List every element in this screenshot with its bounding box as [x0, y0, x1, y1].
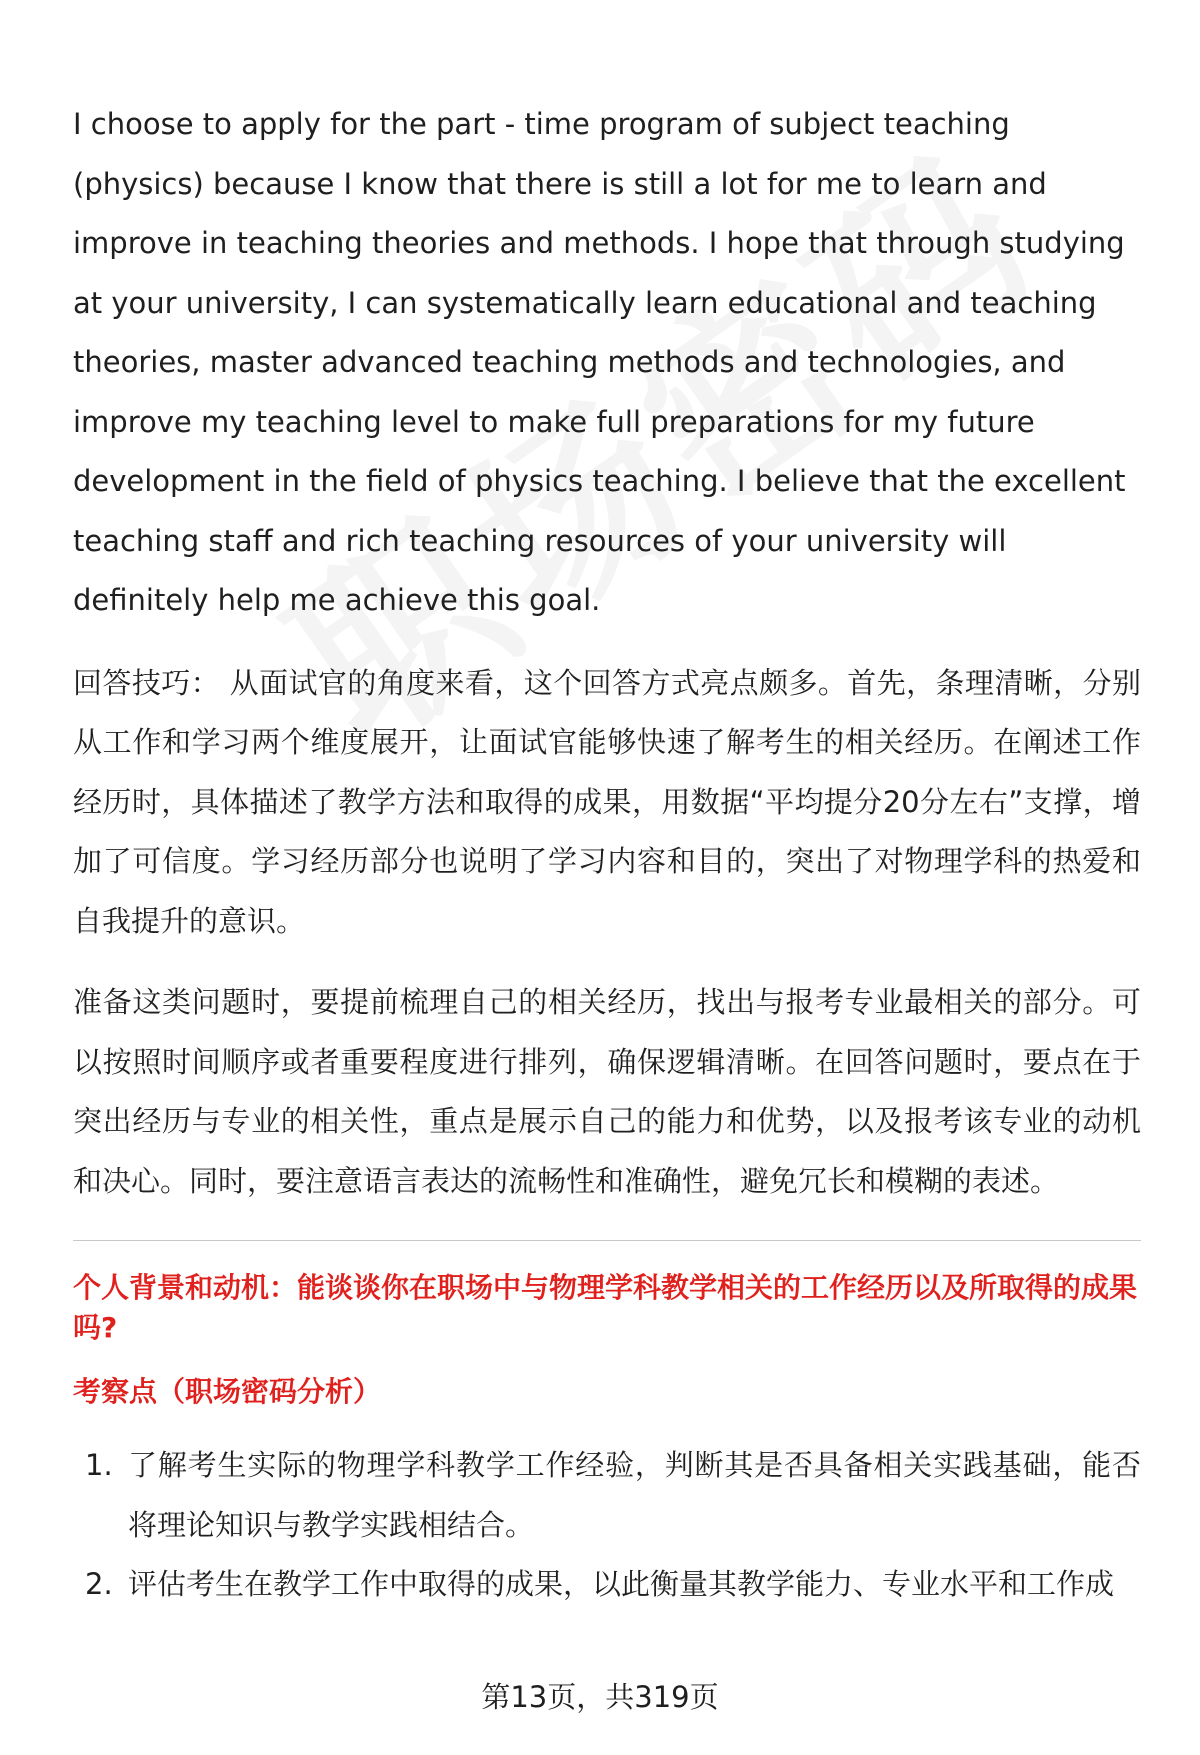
preparation-advice-paragraph: 准备这类问题时，要提前梳理自己的相关经历，找出与报考专业最相关的部分。可以按照时间顺序或者重要程度进行排列，确保逻辑清晰。在回答问题时，要点在于突出经历与专业的相关性，重点是展示自己的能力和优势，以及报考该专业的动机和决心。同时，要注意语言表达的流畅性和准确性，避免冗长和模糊的表述。	[73, 985, 1141, 1198]
answer-tips-paragraph: 回答技巧： 从面试官的角度来看，这个回答方式亮点颇多。首先，条理清晰，分别从工作和学习两个维度展开，让面试官能够快速了解考生的相关经历。在阐述工作经历时，具体描述了教学方法和取得的成果，用数据“平均提分20分左右”支撑，增加了可信度。学习经历部分也说明了学习内容和目的，突出了对物理学科的热爱和自我提升的意识。	[73, 665, 1141, 938]
list-item	[73, 1436, 1141, 1555]
question-heading: 个人背景和动机：能谈谈你在职场中与物理学科教学相关的工作经历以及所取得的成果吗?	[73, 1271, 1138, 1344]
page-number-footer: 第13页，共319页	[481, 1680, 719, 1714]
list-item-number: 1.	[85, 1448, 113, 1482]
list-item	[73, 1555, 1141, 1615]
list-item-number: 2.	[85, 1567, 113, 1601]
page-content	[73, 95, 1141, 1615]
assessment-points-heading: 考察点（职场密码分析）	[73, 1375, 382, 1408]
list-item-text: 了解考生实际的物理学科教学工作经验，判断其是否具备相关实践基础，能否将理论知识与教学实践相结合。	[128, 1448, 1141, 1542]
assessment-points-list	[73, 1436, 1141, 1615]
english-answer-paragraph: I choose to apply for the part - time program of subject teaching (physics) because I know that there is still a lot for me to learn and improve in teaching theories and methods. I hope that through studying at your university, I can systematically learn educational and teaching theories, master advanced teaching methods and technologies, and improve my teaching level to make full preparations for my future development in the field of physics teaching. I believe that the excellent teaching staff and rich teaching resources of your university will definitely help me achieve this goal.	[73, 107, 1126, 617]
list-item-text: 评估考生在教学工作中取得的成果，以此衡量其教学能力、专业水平和工作成	[128, 1567, 1115, 1601]
